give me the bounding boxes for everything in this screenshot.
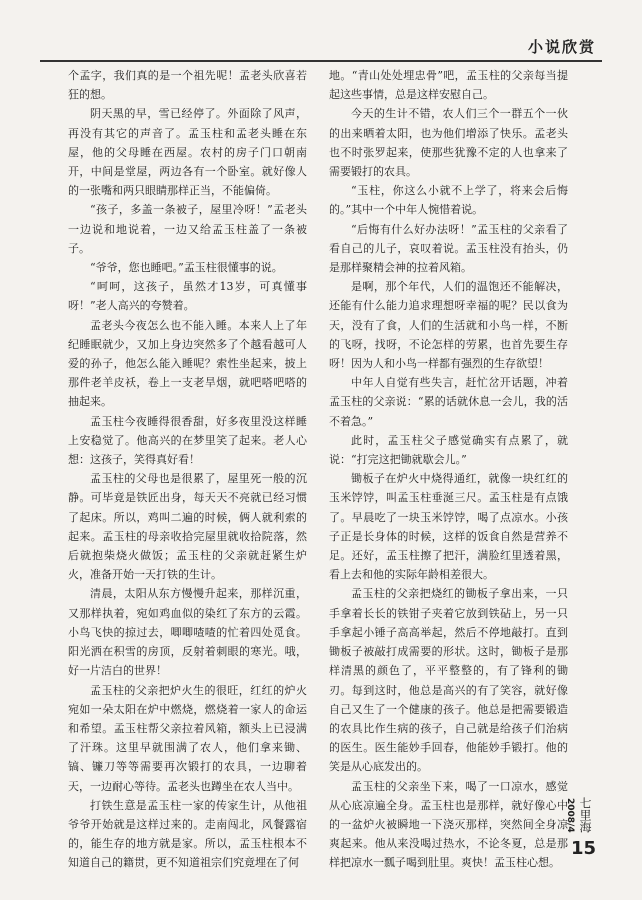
issue-number: 2008/4 (565, 797, 575, 833)
paragraph: 孟玉柱的父亲坐下来，喝了一口凉水，感觉从心底凉遍全身。孟玉柱也是那样，就好像心中的一盆炉火被瞬地一下浇灭那样，突然间全身凉爽起来。他从来没喝过热水，不论冬夏，总是那样把凉水一瓢子喝到肚里。爽快！孟玉柱心想。 (329, 779, 568, 870)
left-column (68, 66, 307, 870)
paragraph: 今天的生计不错，农人们三个一群五个一伙的出来晒着太阳，也为他们增添了快乐。孟老头也不时张罗起来，使那些犹豫不定的人也拿来了需要锻打的农具。 (329, 107, 568, 179)
paragraph: 清晨，太阳从东方慢慢升起来，那样沉重，又那样执着，宛如鸡血似的染红了东方的云霞。小鸟飞快的掠过去，唧唧喳喳的忙着四处觅食。阳光洒在积雪的房顶，反射着刺眼的寒光。哦，好一片洁白的世界！ (68, 587, 307, 678)
paragraph: 中年人自觉有些失言，赶忙岔开话题，冲着孟玉柱的父亲说：“累的话就休息一会儿，我的活不着急。” (329, 376, 568, 428)
section-title: 小说欣赏 (527, 38, 596, 56)
paragraph: “后悔有什么好办法呀！”孟玉柱的父亲看了看自己的儿子，哀叹着说。孟玉柱没有抬头，仍是那样聚精会神的拉着风箱。 (329, 222, 568, 275)
page-number: 15 (570, 838, 596, 859)
header-rule (40, 60, 602, 62)
paragraph: 此时，孟玉柱父子感觉确实有点累了，就说：“打完这把锄就歇会儿。” (329, 433, 568, 467)
paragraph: 孟老头今夜怎么也不能入睡。本来人上了年纪睡眠就少，又加上身边突然多了个越看越可人爱的孙子，他怎么能入睡呢？索性坐起来，披上那件老羊皮袄，卷上一支老旱烟，就吧嗒吧嗒的抽起来。 (68, 318, 307, 409)
paragraph: “孩子，多盖一条被子，屋里冷呀！”孟老头一边说和地说着，一边又给孟玉柱盖了一条被子。 (68, 203, 307, 255)
magazine-name: 七里海 (578, 797, 592, 833)
paragraph: 锄板子在炉火中烧得通红，就像一块红红的玉米饽饽，叫孟玉柱垂涎三尺。孟玉柱是有点饿了。早晨吃了一块玉米饽饽，喝了点凉水。小孩子正是长身体的时候，这样的饭食自然是营养不足。还好，孟玉柱擦了把汗，满脸红里透着黑，看上去和他的实际年龄相差很大。 (329, 472, 568, 582)
paragraph: 孟玉柱的父母也是很累了，屋里死一般的沉静。可毕竟是铁匠出身，每天天不亮就已经习惯了起床。所以，鸡叫二遍的时候，俩人就利索的起来。孟玉柱的母亲收拾完屋里就收拾院落，然后就抱柴烧火做饭；孟玉柱的父亲就赶紧生炉火，准备开始一天打铁的生计。 (68, 472, 307, 582)
paragraph: “玉柱，你这么小就不上学了，将来会后悔的。”其中一个中年人惋惜着说。 (329, 184, 568, 217)
paragraph: “呵呵，这孩子，虽然才13岁，可真懂事呀！”老人高兴的夸赞着。 (68, 280, 307, 313)
paragraph: 阴天黑的早，雪已经停了。外面除了风声，再没有其它的声音了。孟玉柱和孟老头睡在东屋，他的父母睡在西屋。农村的房子门口朝南开，中间是堂屋，两边各有一个卧室。就好像人的一张嘴和两只眼睛那样正当，不能偏倚。 (68, 107, 307, 198)
magazine-issue-mark (564, 790, 594, 840)
paragraph: 地。“青山处处埋忠骨”吧，孟玉柱的父亲每当提起这些事情，总是这样安慰自己。 (329, 69, 568, 102)
paragraph: “爷爷，您也睡吧。”孟玉柱很懂事的说。 (90, 261, 283, 275)
paragraph: 个孟字，我们真的是一个祖先呢！孟老头欣喜若狂的想。 (68, 69, 307, 102)
right-column (329, 66, 568, 870)
paragraph: 孟玉柱的父亲把烧红的锄板子拿出来，一只手拿着长长的铁钳子夹着它放到铁砧上，另一只手拿起小锤子高高举起，然后不停地敲打。直到锄板子被敲打成需要的形状。这时，锄板子是那样清黑的颜色了，平平整整的，有了锋利的锄刃。每到这时，他总是高兴的有了笑容，就好像自己又生了一个健康的孩子。他总是把需要锻造的农具比作生病的孩子，自己就是给孩子们治病的医生。医生能妙手回春，他能妙手锻打。他的笑是从心底发出的。 (329, 587, 568, 774)
paragraph: 是啊，那个年代，人们的温饱还不能解决，还能有什么能力追求理想呀幸福的呢？民以食为天，没有了食，人们的生活就和小鸟一样，不断的飞呀，找呀，不论怎样的劳累，也首先要生存呀！因为人和小鸟一样都有强烈的生存欲望！ (329, 280, 568, 371)
paragraph: 孟玉柱今夜睡得很香甜，好多夜里没这样睡上安稳觉了。他高兴的在梦里笑了起来。老人心想：这孩子，笑得真好看！ (68, 414, 307, 467)
paragraph: 孟玉柱的父亲把炉火生的很旺，红红的炉火宛如一朵太阳在炉中燃烧，燃烧着一家人的命运和希望。孟玉柱帮父亲拉着风箱，额头上已浸满了汗珠。这里早就围满了农人，他们拿来锄、镐、镰刀等等需要再次锻打的农具，一边聊着天，一边耐心等待。孟老头也蹲坐在农人当中。 (68, 683, 307, 793)
article-body (68, 66, 568, 870)
paragraph: 打铁生意是孟玉柱一家的传家生计，从他祖爷爷开始就是这样过来的。走南闯北，风餐露宿的，能生存的地方就是家。所以，孟玉柱根本不知道自己的籍贯，更不知道祖宗们究竟埋在了何 (68, 798, 307, 870)
